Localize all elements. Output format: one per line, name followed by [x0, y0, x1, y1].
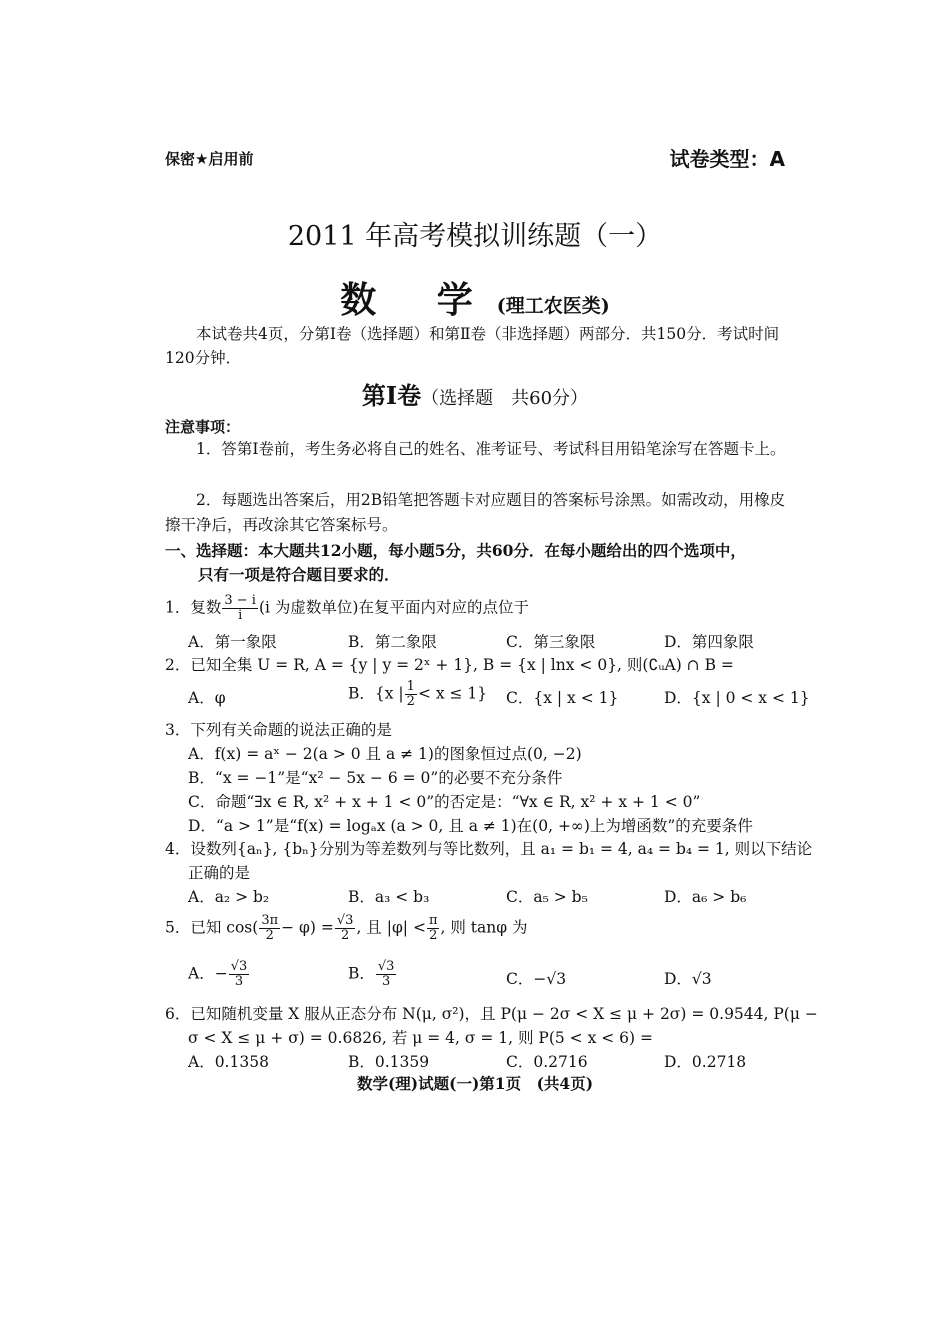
q5-f2-den: 2 [341, 928, 350, 943]
section-heading-line2: 只有一项是符合题目要求的． [198, 565, 400, 584]
q1-frac-num: 3 − i [224, 593, 256, 608]
q3-option-b: B．“x = −1”是“x² − 5x − 6 = 0”的必要不充分条件 [188, 769, 563, 787]
q6-option-d: D．0.2718 [664, 1053, 747, 1071]
volume-main: 第Ⅰ卷 [361, 381, 422, 410]
q4-option-d: D．a₆ > b₆ [664, 888, 747, 906]
q6-option-a: A．0.1358 [188, 1053, 269, 1071]
q2-option-a: A．φ [188, 689, 226, 707]
q5-optb-pre: B． [348, 964, 375, 983]
question-6-line2: σ < X ≤ μ + σ) = 0.6826, 若 μ = 4, σ = 1, 则 P(5 < x < 6) = [188, 1029, 653, 1047]
q5-f3-den: 2 [429, 928, 438, 943]
q5-opta-pre: A．− [188, 964, 228, 983]
q5-opta-den: 3 [234, 974, 244, 989]
exam-intro: 本试卷共4页，分第Ⅰ卷（选择题）和第Ⅱ卷（非选择题）两部分．共150分．考试时间120分钟． [165, 325, 780, 367]
q4-option-c: C．a₅ > b₅ [506, 888, 588, 906]
q2-option-b [348, 680, 487, 709]
q5-option-b [348, 960, 397, 989]
q2-option-c: C．{x | x < 1} [506, 689, 619, 707]
q2-optb-den: 2 [406, 694, 415, 709]
q5-mid2: , 且 |φ| < [356, 918, 426, 937]
q3-option-c: C．命题“∃x ∈ R, x² + x + 1 < 0”的否定是：“∀x ∈ R, x² + x + 1 < 0” [188, 793, 701, 811]
q5-f1-den: 2 [265, 928, 274, 943]
question-3-stem: 3．下列有关命题的说法正确的是 [165, 721, 392, 739]
q2-optb-post: < x ≤ 1} [417, 684, 488, 703]
q5-fraction-3 [427, 914, 440, 943]
question-1-stem [165, 594, 529, 623]
notice-item: 1．答第Ⅰ卷前，考生务必将自己的姓名、准考证号、考试科目用铅笔涂写在答题卡上。 [196, 440, 786, 458]
q2-optb-pre: B．{x | [348, 684, 404, 703]
subject-main: 数 学 [340, 279, 497, 321]
q1-option-c: C．第三象限 [506, 633, 596, 651]
q5-option-d: D．√3 [664, 970, 712, 988]
q5-post: , 则 tanφ 为 [440, 918, 528, 937]
q5-f3-num: π [428, 913, 438, 928]
q2-option-d: D．{x | 0 < x < 1} [664, 689, 810, 707]
q5-optb-den: 3 [382, 974, 391, 989]
q5-f2-num: √3 [336, 913, 354, 928]
q3-option-a: A．f(x) = aˣ − 2(a > 0 且 a ≠ 1)的图象恒过点(0, −2) [188, 745, 582, 763]
page-footer: 数学(理)试题(一)第1页 (共4页) [356, 1074, 594, 1093]
q5-opta-fraction [229, 960, 250, 989]
subject-sub: (理工农医类) [496, 295, 610, 317]
q5-fraction-1 [259, 914, 280, 943]
q6-option-b: B．0.1359 [348, 1053, 430, 1071]
paper-type: 试卷类型：A [669, 147, 785, 171]
q1-option-a: A．第一象限 [188, 633, 277, 651]
q4-option-b: B．a₃ < b₃ [348, 888, 430, 906]
q5-optb-num: √3 [377, 959, 395, 974]
q1-pre: 1．复数 [165, 598, 222, 617]
q5-opta-num: √3 [230, 959, 248, 974]
section-heading-line1: 一、选择题：本大题共12小题，每小题5分，共60分．在每小题给出的四个选项中， [165, 541, 746, 560]
q1-frac-den: i [238, 608, 243, 623]
q3-option-d: D．“a > 1”是“f(x) = logₐx (a > 0, 且 a ≠ 1)在(0, +∞)上为增函数”的充要条件 [188, 817, 753, 835]
q4-option-a: A．a₂ > b₂ [188, 888, 270, 906]
q1-option-b: B．第二象限 [348, 633, 437, 651]
subject-heading [0, 272, 950, 323]
volume-sub: （选择题 共60分） [421, 388, 589, 409]
q1-fraction [222, 594, 258, 623]
question-5-stem [165, 914, 528, 943]
volume-heading [0, 376, 950, 411]
q5-pre: 5．已知 cos( [165, 918, 259, 937]
question-2-stem: 2．已知全集 U = R, A = {y | y = 2ˣ + 1}, B = {x | lnx < 0}, 则(∁ᵤA) ∩ B = [165, 656, 734, 674]
q2-optb-fraction [405, 680, 417, 709]
q6-option-c: C．0.2716 [506, 1053, 588, 1071]
q5-option-c: C．−√3 [506, 970, 567, 988]
q1-post: (i 为虚数单位)在复平面内对应的点位于 [258, 598, 529, 617]
question-6-line1: 6．已知随机变量 X 服从正态分布 N(μ, σ²)，且 P(μ − 2σ < X ≤ μ + 2σ) = 0.9544, P(μ − [165, 1005, 818, 1023]
question-4-line2: 正确的是 [188, 864, 251, 882]
q2-optb-num: 1 [406, 679, 415, 694]
q5-option-a [188, 960, 250, 989]
q5-fraction-2 [335, 914, 356, 943]
confidential-mark: 保密★启用前 [165, 150, 254, 168]
notice-item: 2．每题选出答案后，用2B铅笔把答题卡对应题目的答案标号涂黑。如需改动，用橡皮擦干净后，再改涂其它答案标号。 [165, 491, 786, 534]
exam-title: 2011 年高考模拟训练题（一） [287, 221, 663, 252]
q5-mid1: − φ) = [281, 918, 334, 937]
notice-heading: 注意事项： [165, 418, 241, 436]
q5-f1-num: 3π [261, 913, 279, 928]
q1-option-d: D．第四象限 [664, 633, 754, 651]
question-4-line1: 4．设数列{aₙ}, {bₙ}分别为等差数列与等比数列，且 a₁ = b₁ = 4, a₄ = b₄ = 1, 则以下结论 [165, 840, 813, 858]
q5-optb-fraction [376, 960, 397, 989]
